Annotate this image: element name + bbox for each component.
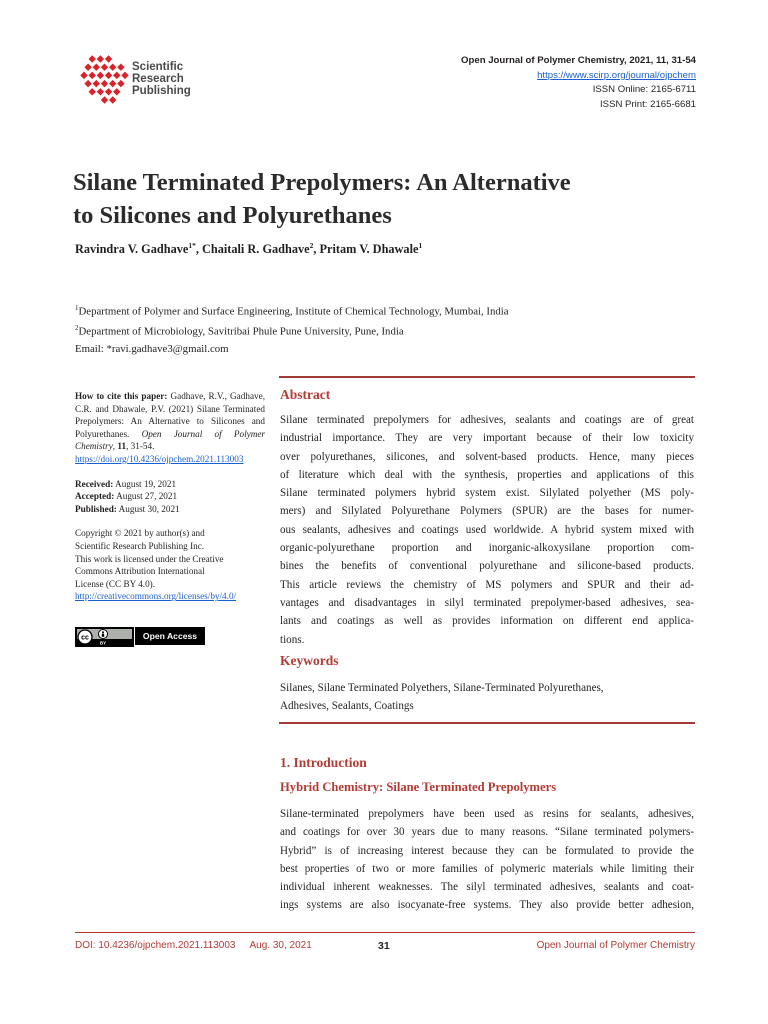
published-value: August 30, 2021 [116,503,180,514]
abstract-line: lants and coatings as well as provides information on different end applica- [280,615,694,628]
logo-diamond [113,72,120,79]
subsection-heading: Hybrid Chemistry: Silane Terminated Prepolymers [280,780,557,794]
abstract-text [280,411,694,649]
keywords-heading: Keywords [280,653,339,668]
abstract-line: tions. [280,633,305,646]
introduction-line: ings systems are also isocyanate-free systems. They also provide better adhesion, [280,899,694,912]
affiliation-mark: 2 [75,323,79,332]
author-affiliation-mark: 2 [309,241,314,250]
introduction-line: Hybrid” is of increasing interest because they can be formulated to provide the [280,844,694,857]
introduction-line: and coatings for over 30 years due to many reasons. “Silane terminated polymers- [280,826,694,839]
logo-diamond [105,88,112,95]
author-name: Ravindra V. Gadhave [75,242,189,257]
logo-diamond [105,55,112,62]
publisher-name-line: Scientific [132,61,184,73]
cite-label: How to cite this paper: [75,391,168,401]
cite-separator: , [112,441,118,452]
logo-diamond [97,88,104,95]
journal-meta [461,54,696,112]
cc-by-license-icon[interactable] [75,627,134,647]
logo-diamond [84,80,91,87]
introduction-text [280,805,694,915]
issn-online: ISSN Online: 2165-6711 [592,84,696,95]
affiliation-text: Department of Polymer and Surface Engineering, Institute of Chemical Technology, Mumbai, India [78,305,509,318]
cc-label: cc [81,634,89,642]
logo-diamond [117,80,124,87]
keywords-line: Silanes, Silane Terminated Polyethers, Silane-Terminated Polyurethanes, [280,682,604,694]
author-affiliation-mark: 1* [188,241,196,250]
article-info-column [75,390,265,603]
logo-diamond [121,72,128,79]
abstract-line: mers) and Silylated Polyurethane Polymers (SPUR) are the bases for numer- [280,505,694,518]
abstract-line: of literature which deal with the synthesis, properties and applications of this [280,468,694,481]
issn-print: ISSN Print: 2165-6681 [600,98,696,110]
introduction-line: Silane-terminated prepolymers have been used as resins for sealants, adhesives, [280,808,694,820]
publisher-logo-icon [76,52,134,110]
author-separator: , [195,242,202,257]
abstract-line: industrial importance. They are very important because of their low toxicity [280,432,694,445]
logo-diamond [97,72,104,79]
copyright-line: Scientific Research Publishing Inc. [75,540,205,551]
logo-diamond [101,80,108,87]
accepted-value: August 27, 2021 [114,491,178,502]
footer-doi: DOI: 10.4236/ojpchem.2021.113003 [75,940,236,951]
cite-volume: 11 [117,441,127,452]
logo-diamond [88,88,95,95]
introduction-line: best properties of two or more families of polymeric materials while limiting their [280,862,694,875]
logo-diamond [101,96,108,103]
by-label: BY [99,640,107,646]
page-number: 31 [378,940,390,952]
author-name: Pritam V. Dhawale [319,242,419,257]
logo-diamond [84,63,91,70]
logo-diamond [93,80,100,87]
author-separator: , [313,242,320,257]
keywords-text [280,679,694,716]
how-to-cite [75,390,265,466]
published-label: Published: [75,503,117,514]
accepted-date [75,490,265,503]
paper-title-line: Silane Terminated Prepolymers: An Alternative [73,169,571,196]
section-rule [279,722,695,724]
abstract-line: Silane terminated prepolymers for adhesives, sealants and coatings are of great [280,414,694,426]
paper-title [73,166,713,232]
copyright-line: Commons Attribution International [75,566,205,577]
abstract-heading: Abstract [280,387,331,402]
logo-diamond [93,63,100,70]
logo-diamond [109,80,116,87]
open-access-badge: Open Access [135,627,205,645]
publisher-name-line: Research [132,73,184,85]
logo-diamond [109,63,116,70]
abstract-line: This article reviews the chemistry of MS polymers and SPUR and their ad- [280,578,694,591]
abstract-line: ous sealants, adhesives and coatings used worldwide. A hybrid system mixed with [280,523,694,536]
footer-rule [75,932,695,933]
logo-diamond [117,63,124,70]
abstract-line: bines the benefits of conventional polyurethane and silicone-based products. [280,560,694,573]
footer-journal-name: Open Journal of Polymer Chemistry [536,940,695,951]
introduction-heading: 1. Introduction [280,755,367,770]
published-date [75,503,265,516]
paper-title-line: to Silicones and Polyurethanes [73,202,392,229]
journal-citation: Open Journal of Polymer Chemistry, 2021, 11, 31-54 [461,55,696,66]
abstract-line: organic-polyurethane proportion and inorganic-alkoxysilane proportion com- [280,542,694,555]
publisher-name-line: Publishing [132,85,191,97]
author-name: Chaitali R. Gadhave [201,242,310,257]
copyright-line: License (CC BY 4.0). [75,578,156,589]
logo-diamond [113,88,120,95]
affiliation-item [75,300,509,320]
footer-doi-date [75,940,312,951]
affiliation-text: Department of Microbiology, Savitribai Phule Pune University, Pune, India [78,325,404,338]
logo-diamond [88,55,95,62]
introduction-line: individual inherent weaknesses. The silyl terminated adhesives, sealants and coat- [280,881,694,894]
affiliations [75,300,509,357]
affiliation-mark: 1 [75,304,79,312]
logo-diamond [88,72,95,79]
abstract-line: Silane terminated polymers hybrid system exist. Silylated polyether (MS poly- [280,487,694,500]
publisher-name [132,61,212,97]
abstract-line: over polyurethanes, silicones, and solvent-based products. Hence, many pieces [280,450,694,463]
journal-url-link[interactable]: https://www.scirp.org/journal/ojpchem [537,69,696,81]
cite-journal: Open Journal of Polymer Chemistry [75,428,265,452]
affiliation-item [75,320,509,340]
section-rule [279,376,695,378]
abstract-line: vantages and disadvantages in silyl terminated prepolymer-based adhesives, sea- [280,596,694,609]
corresponding-email: Email: *ravi.gadhave3@gmail.com [75,343,229,356]
cite-pages: , 31-54. [126,441,155,452]
logo-diamond [109,96,116,103]
received-value: August 19, 2021 [113,478,177,489]
cite-doi-link[interactable]: https://doi.org/10.4236/ojpchem.2021.113003 [75,453,244,464]
received-label: Received: [75,478,114,489]
cite-text: Gadhave, R.V., Gadhave, C.R. and Dhawale, P.V. (2021) Silane Terminated Prepolymers: An Alternative to Silicones and Polyurethanes. [75,391,265,439]
keywords-line: Adhesives, Sealants, Coatings [280,700,414,713]
logo-diamond [101,63,108,70]
copyright-line: Copyright © 2021 by author(s) and [75,528,205,539]
logo-diamond [80,72,87,79]
footer-date: Aug. 30, 2021 [249,940,312,951]
received-date [75,478,265,491]
author-list [75,241,422,257]
logo-diamond [105,72,112,79]
accepted-label: Accepted: [75,491,115,502]
logo-diamond [97,55,104,62]
license-link[interactable]: http://creativecommons.org/licenses/by/4.0/ [75,591,237,602]
author-affiliation-mark: 1 [418,241,423,250]
copyright-line: This work is licensed under the Creative [75,553,224,564]
